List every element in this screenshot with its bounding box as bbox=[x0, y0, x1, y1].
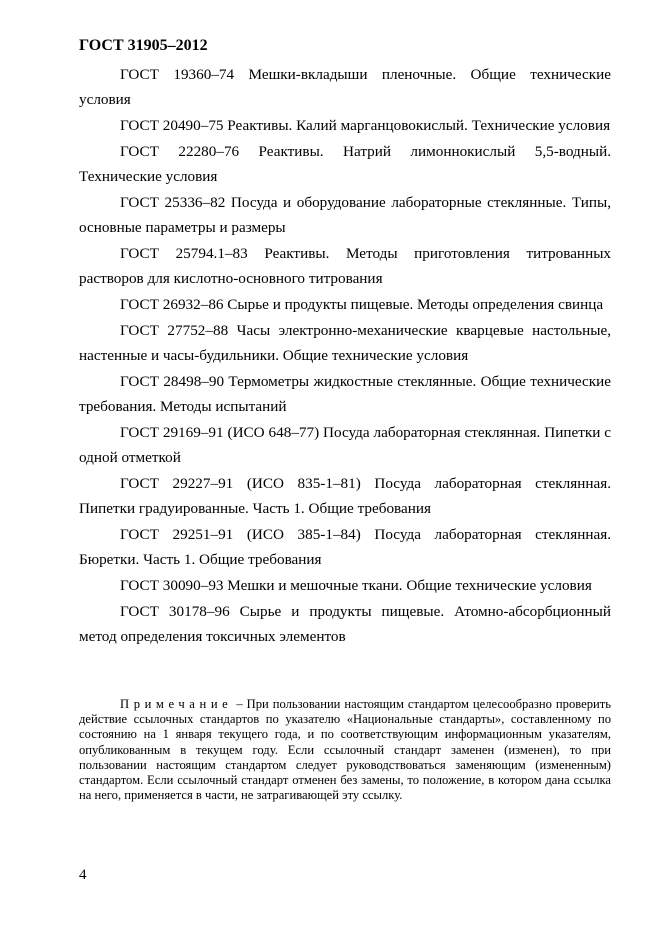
reference-item: ГОСТ 30090–93 Мешки и мешочные ткани. Общие технические условия bbox=[120, 577, 592, 594]
page-number: 4 bbox=[79, 867, 87, 883]
note-label: Примечание bbox=[120, 697, 233, 711]
reference-list bbox=[79, 62, 611, 650]
reference-item: ГОСТ 30178–96 Сырье и продукты пищевые. Атомно-абсорбционный метод определения токсичных элементов bbox=[79, 603, 611, 645]
reference-item: ГОСТ 28498–90 Термометры жидкостные стеклянные. Общие технические требования. Методы испытаний bbox=[79, 373, 611, 415]
reference-item: ГОСТ 19360–74 Мешки-вкладыши пленочные. Общие технические условия bbox=[79, 66, 611, 108]
note-separator: – bbox=[232, 697, 247, 711]
document-header: ГОСТ 31905–2012 bbox=[79, 37, 208, 54]
reference-item: ГОСТ 29251–91 (ИСО 385-1–84) Посуда лабораторная стеклянная. Бюретки. Часть 1. Общие требования bbox=[79, 526, 611, 568]
reference-item: ГОСТ 25336–82 Посуда и оборудование лабораторные стеклянные. Типы, основные параметры и размеры bbox=[79, 194, 611, 236]
reference-item: ГОСТ 22280–76 Реактивы. Натрий лимоннокислый 5,5-водный. Технические условия bbox=[79, 143, 611, 185]
reference-item: ГОСТ 29169–91 (ИСО 648–77) Посуда лабораторная стеклянная. Пипетки с одной отметкой bbox=[79, 424, 611, 466]
reference-item: ГОСТ 20490–75 Реактивы. Калий марганцовокислый. Технические условия bbox=[120, 117, 611, 134]
reference-item: ГОСТ 27752–88 Часы электронно-механические кварцевые настольные, настенные и часы-будильники. Общие технические условия bbox=[79, 322, 611, 364]
reference-item: ГОСТ 25794.1–83 Реактивы. Методы приготовления титрованных растворов для кислотно-основного титрования bbox=[79, 245, 611, 287]
note-paragraph bbox=[79, 697, 611, 803]
reference-item: ГОСТ 26932–86 Сырье и продукты пищевые. Методы определения свинца bbox=[120, 296, 604, 313]
note-text: При пользовании настоящим стандартом целесообразно проверить действие ссылочных стандартов по указателю «Национальные стандарты», составленному по состоянию на 1 января текущего года, и по соответствующим информационным указателям, опубликованным в текущем году. Если ссылочный стандарт заменен (изменен), то при пользовании настоящим стандартом следует руководствоваться заменяющим (измененным) стандартом. Если ссылочный стандарт отменен без замены, то положение, в котором дана ссылка на него, применяется в части, не затрагивающей эту ссылку. bbox=[79, 697, 611, 803]
reference-item: ГОСТ 29227–91 (ИСО 835-1–81) Посуда лабораторная стеклянная. Пипетки градуированные. Часть 1. Общие требования bbox=[79, 475, 611, 517]
